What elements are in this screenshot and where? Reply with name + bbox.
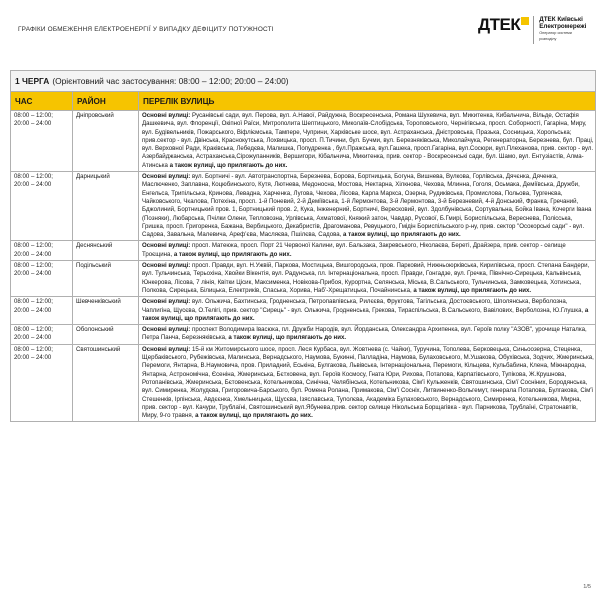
- time-slot-1: 08:00 – 12:00;: [14, 242, 53, 250]
- district-cell: Святошинський: [73, 345, 139, 422]
- district-cell: Шевченківський: [73, 297, 139, 324]
- time-slot-2: 20:00 – 24:00: [14, 334, 52, 342]
- logo-name-line1: ДТЕК Київські: [539, 16, 583, 23]
- page-header: [0, 0, 605, 62]
- logo-mark: ДТЕК: [478, 16, 529, 34]
- column-headers: [10, 91, 596, 111]
- time-slot-1: 08:00 – 12:00;: [14, 262, 53, 270]
- logo-tag-line2: розподілу: [539, 36, 557, 41]
- streets-cell: [139, 172, 597, 240]
- time-cell: [11, 172, 73, 240]
- time-slot-2: 20:00 – 24:00: [14, 250, 52, 258]
- time-slot-1: 08:00 – 12:00;: [14, 345, 53, 353]
- streets-tail: а також вулиці, що прилягають до них.: [172, 250, 292, 258]
- streets-lead: Основні вулиці:: [142, 242, 191, 250]
- table-row: [10, 297, 596, 325]
- table-row: [10, 345, 596, 423]
- district-cell: Деснянський: [73, 241, 139, 260]
- logo-text: [539, 16, 586, 41]
- streets-tail: а також вулиці, що прилягають до них.: [193, 412, 313, 420]
- time-slot-2: 20:00 – 24:00: [14, 181, 52, 189]
- district-cell: Подільський: [73, 261, 139, 296]
- time-slot-2: 20:00 – 24:00: [14, 270, 52, 278]
- time-cell: [11, 325, 73, 344]
- streets-tail: а також вулиці, що прилягають до них.: [142, 306, 589, 322]
- schedule-table: [10, 70, 596, 422]
- time-slot-2: 20:00 – 24:00: [14, 120, 52, 128]
- streets-lead: Основні вулиці:: [142, 326, 191, 334]
- time-cell: [11, 345, 73, 422]
- streets-lead: Основні вулиці:: [142, 112, 191, 119]
- table-body: [10, 111, 596, 422]
- streets-list: вул. Бортничі - вул. Автотранспортна, Березнева, Борова, Бортницька, Богуна, Вишнева, Вулкова, Горлівська, Дячєнка, Дяченка, Маслюченко, Заплавна, Коцюбинського, Кутя, Лютнева, Медоносна, Мостова, Нектарна, Хілкнова, Чехова, Млинна, Гоголя, Осьмака, Деміївська, Дружби, Енгельса, Трипільська, Кринова, Левадна, Харченка, Луговa, Чехова, Лісова, Карла Маркса, Озерна, Рудиківська, Промислова, Польова, Тургенєва, Чайковського, Чкалова, Потехіна, просп. 1-й Поневий, 2-й Деміївська, 1-й Лермонтова, 3-й Лермонтова, 3-й Березневий, 4-й Донський, Франка, Гречаний, Бджолиний, Бортницький пров. 1, Бортницький пров. 2, Кука, Інженерний, Бортничі, Вересковий, вул. Здолбунівська, Сортувальна, Бойка Івана, Кочерги Івана (Позняки), Любарська, Пчілки Олени, Тепловозна, Урлівська, Ахматової, Княжий затон, Чавдар, Русової, Б.Гмирі, Бориспільська, Вересневa, Полісська, Гришка, просп. Григоренка, Бажана, Вербицького, Декабристів, Драгоманова, Ревуцького, Гмідін Бориспільського р-ну, прив. сектор "Осокорські сади" - вул. Садова, Завальна, Малевича, Арефʼєва, Масляєва, Пшілєва, Садова,: [142, 173, 592, 239]
- time-cell: [11, 261, 73, 296]
- streets-tail: а також вулиці, що прилягають до них.: [341, 231, 461, 239]
- district-cell: Оболонський: [73, 325, 139, 344]
- time-slot-1: 08:00 – 12:00;: [14, 112, 53, 119]
- logo-divider: [533, 16, 534, 44]
- streets-list: Русанівські сади, вул. Перова, вул. А.Навої, Райдужна, Воскресенська, Романа Шухевича, вул. Микитенка, Кибальчича, Вільде, Остафія Дашкевича, вул. Флоренції, Окіпної Раїси, Митрополита Шептицького, Миколаїв-Слобідська, Тороповського, Чернігівська, просп. Соборності, Гагаріна, Миру, вул. Будівельників, Пожарського, Віфліємська, Тампере, Чуприни, Харківське шосе, вул. Астраханська, Дністровська, Празька, Сосницька, Хорольська; прив.сектор - вул. Двінська, Краснокутська, Лохвицька, просп. П.Тичини, бул. Бучми, вул. Березняківська, Миколайчука, Регенераторна, Березнева, бул. Праці, вул. Верховної Ради, Краківська, Лебедєва, Малишка, Попудренка , бул.Пражська, вул.Гашека, просп.Гагаріна, вул.Сосюри, вул.Плеханова, прив. сектор - вул. Азербайджанська, Астраханська,Сірожупанників, Вершигори, Кібальчича, Микитенка, прив. сектор - Воскресенські сади, бул. Шамо, вул. Ентузіастів, Алма-Атинська: [142, 112, 594, 169]
- logo-tag-line1: Оператор системи: [539, 31, 572, 36]
- streets-cell: [139, 261, 597, 296]
- queue-label: 1 ЧЕРГА: [15, 76, 50, 86]
- streets-tail: а також вулиці, що прилягають до них.: [226, 334, 347, 342]
- streets-list: 15-й км Житомирського шосе, просп. Леся Курбаса, вул. Жовтнева (с. Чайки), Туручина, Тополева, Берковецька, Синьоозерна, Стеценка, Щербаківського, Рубежівська, Малинська, Вернадського, Наумова, Букинні, Палладіна, Наумова, Булаховського, М.Ушакова, Обухівська, Зодчих, Жмеринська, Перемоги, Янтарна, В.Наумовича, пров. Приладний, Еськіна, Булгакова, Львівська, Інтернаціональна, Перемоги, Кільцева, Кульбабина, Клена, Міжнародна, Янтарна, Астрономічна, Єсеніна, Жмеринська, Бєтховена, вул. Героїв Космосу, Гната Юри, Рихова, Потапова, Карпатівського, Тупікова, Ж.Крушнова, Ротопанівська, Жмеринська, Бєтовенська, Котельникова, Синічна, Челябінська, Котельникова, Сім'ї Кульженків, Святошинська, Сім'ї Сосніних, Бородянська, вул. Симиренка, Жолудєва, Григоровича-Барського, бул. Ромена Ролана, Примакова, Сім'ї Сосніх, Литвиненко-Вольгемут, генерала Потапова, Булгакова, Сім'ї Стешенків, Ірпінська, Авдєєнка, Хмельницька, Щусєва, Ізяславська, Туполєва, Академіка Булаховського, Вернадського, Симиренка, Котельникова, Мирна, прив. сектор - вул. Качури, Трублаїні, Святошинський вул.Ябунева,прив. сектор селище Нікольська Борщагівка - вул. Парникова, Трублаїні, Стратонавтів, Миру, 9-го травня,: [142, 345, 594, 420]
- logo-name-line2: Електромережі: [539, 23, 587, 31]
- queue-header: [10, 70, 596, 91]
- time-cell: [11, 297, 73, 324]
- time-cell: [11, 111, 73, 171]
- streets-cell: [139, 297, 597, 324]
- streets-lead: Основні вулиці:: [142, 345, 191, 353]
- dtek-logo: [478, 16, 586, 46]
- streets-list: просп. Правди, вул. Н.Ужвій, Паркова, Мостицька, Вишгородська, пров. Парковий, Нижньоюрківська, Кирилівська, просп. Степана Бандери, вул. Тульчинська, Терьохіна, Хвойки Вікентія, вул. Радунська, пл. Інтернаціональна, просп. Правди, Гонгадзе, вул. Гречка, Північно-Сирецька, Кальвінська, Юнкерова, Лісова, 7 лінія, Квітки Цісик, Максименка, Новікова-Прибоя, Курортна, Селянська, Міська, В.Сальського, Тульчинська, Замковецька, Хотинська, Полкова, Сирецька, Білицька, Електриків, Спаська, Хорива, Набʼ-Хрещатицька, Почайнинська,: [142, 262, 590, 294]
- time-slot-1: 08:00 – 12:00;: [14, 298, 53, 306]
- column-header-streets: ПЕРЕЛІК ВУЛИЦЬ: [143, 96, 215, 106]
- streets-list: просп. Матеюка, просп. Порт 21 Червоної Калини, вул. Бальзака, Закревського, Ніколаєва, Береті, Драйзера, прив. сектор - селище Троєщина,: [142, 242, 566, 258]
- streets-tail: а також вулиці, що прилягають до них.: [167, 161, 288, 169]
- streets-cell: [139, 111, 597, 171]
- streets-list: вул. Ольжича, Бахтинська, Гродненська, Петропавлівська, Рилєєва, Фруктова, Тагільська, Достоєвського, Шполянська, Верболозна, Чаплигіна, Щусєва, О.Телігі, прив. сектор "Сирець" - вул. Ольжича, Гродненська, Грекова, Тираспільська, В.Сальського, Вавілових, Верболозна, Ю.Глушка,: [142, 298, 584, 314]
- streets-cell: [139, 325, 597, 344]
- streets-lead: Основні вулиці:: [142, 262, 191, 270]
- streets-tail: а також вулиці, що прилягають до них.: [411, 286, 532, 294]
- table-row: [10, 325, 596, 345]
- district-cell: Дарницький: [73, 172, 139, 240]
- column-header-district: РАЙОН: [73, 92, 139, 110]
- table-row: [10, 111, 596, 172]
- streets-lead: Основні вулиці:: [142, 298, 191, 306]
- document-title: ГРАФІКИ ОБМЕЖЕННЯ ЕЛЕКТРОЕНЕРГІЇ У ВИПАДКУ ДЕФІЦИТУ ПОТУЖНОСТІ: [18, 26, 274, 33]
- streets-cell: [139, 241, 597, 260]
- streets-lead: Основні вулиці:: [142, 173, 191, 181]
- time-slot-2: 20:00 – 24:00: [14, 306, 52, 314]
- streets-cell: [139, 345, 597, 422]
- queue-note: (Орієнтовний час застосування: 08:00 – 12:00; 20:00 – 24:00): [52, 76, 289, 86]
- time-slot-2: 20:00 – 24:00: [14, 354, 52, 362]
- district-cell: Дніпровський: [73, 111, 139, 171]
- table-row: [10, 261, 596, 297]
- table-row: [10, 172, 596, 241]
- table-row: [10, 241, 596, 261]
- streets-list: проспект Володимира Івасюка, пл. Дружби Народів, вул. Йорданська, Олександра Архипенка, вул. Героїв полку "АЗОВ", урочище Наталка, Петра Панча, Березняківська,: [142, 326, 587, 342]
- logo-square-icon: [521, 17, 529, 25]
- time-slot-1: 08:00 – 12:00;: [14, 173, 53, 181]
- time-cell: [11, 241, 73, 260]
- column-header-time: ЧАС: [11, 92, 73, 110]
- time-slot-1: 08:00 – 12:00;: [14, 326, 53, 334]
- page-number: 1/5: [583, 584, 591, 590]
